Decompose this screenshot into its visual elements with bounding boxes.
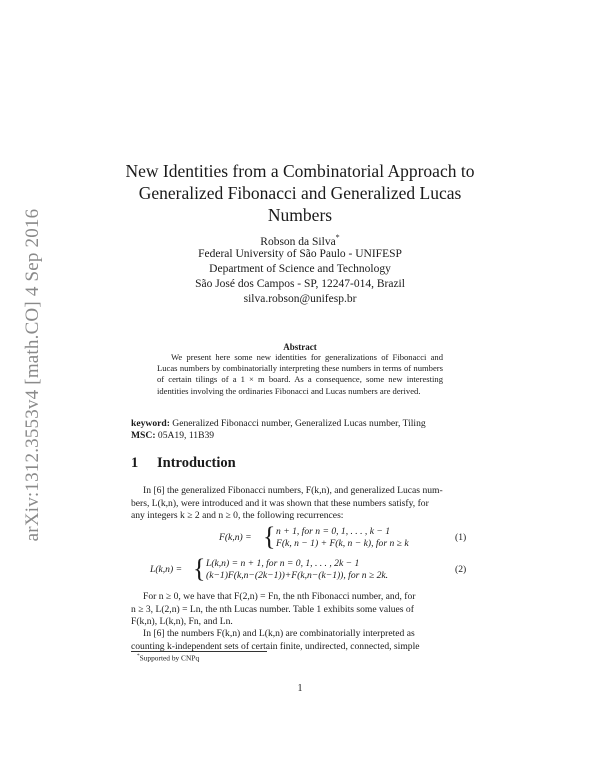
eq2-number: (2)	[455, 564, 467, 575]
equation-2	[0, 556, 600, 584]
eq2-lhs: L(k,n) =	[150, 564, 183, 575]
title-line-1: New Identities from a Combinatorial Approach to	[125, 161, 475, 181]
intro-p2-line-2: n ≥ 3, L(2,n) = Ln, the nth Lucas number. Table 1 exhibits some values of	[131, 603, 414, 615]
equation-1	[0, 524, 600, 552]
intro-paragraph-3	[131, 628, 469, 653]
eq2-brace: {	[193, 554, 206, 583]
intro-p2-line-3: F(k,n), L(k,n), Fn, and Ln.	[131, 616, 233, 628]
intro-p3-line-1: In [6] the numbers F(k,n) and L(k,n) are combinatorially interpreted as	[143, 628, 415, 639]
author-name-line	[100, 233, 500, 248]
author-name: Robson da Silva	[260, 235, 336, 248]
footnote-rule	[131, 651, 267, 652]
section-heading	[131, 455, 236, 472]
section-number: 1	[131, 455, 139, 471]
keywords-label: keyword:	[131, 418, 170, 429]
intro-p1-line-2: bers, L(k,n), were introduced and it was shown that these numbers satisfy, for	[131, 497, 429, 509]
footnote	[137, 653, 199, 662]
intro-p1-line-1: In [6] the generalized Fibonacci numbers, F(k,n), and generalized Lucas num-	[143, 485, 443, 496]
eq2-case-1: L(k,n) = n + 1, for n = 0, 1, . . . , 2k − 1	[206, 558, 360, 569]
author-affiliation-2: Department of Science and Technology	[209, 263, 391, 275]
keywords-text: Generalized Fibonacci number, Generalized Lucas number, Tiling	[169, 418, 426, 429]
intro-paragraph-1	[131, 485, 469, 523]
author-email[interactable]: silva.robson@unifesp.br	[243, 293, 357, 305]
keywords-line	[131, 418, 491, 430]
abstract-text: We present here some new identities for generalizations of Fibonacci and Lucas numbers by combinatorially interpreting these numbers in terms of numbers of certain tilings of a 1 × m board. As a consequence, some new interesting identities involving the ordinaries Fibonacci and Lucas numbers are derived.	[157, 352, 443, 396]
title-line-3: Numbers	[267, 205, 333, 225]
intro-p2-line-1: For n ≥ 0, we have that F(2,n) = Fn, the nth Fibonacci number, and, for	[143, 591, 416, 602]
footnote-text: Supported by CNPq	[139, 653, 200, 663]
page-number: 1	[297, 683, 303, 694]
intro-p1-line-3: any integers k ≥ 2 and n ≥ 0, the following recurrences:	[131, 510, 344, 522]
msc-line	[131, 430, 491, 442]
eq1-brace: {	[263, 522, 276, 551]
msc-label: MSC:	[131, 430, 156, 441]
intro-p3-line-2: counting k-independent sets of certain finite, undirected, connected, simple	[131, 640, 420, 652]
abstract-heading: Abstract	[283, 342, 317, 352]
paper-title	[100, 160, 500, 226]
author-footnote-mark: *	[335, 233, 340, 242]
eq1-case-2: F(k, n − 1) + F(k, n − k), for n ≥ k	[276, 538, 409, 549]
author-affiliation-1: Federal University of São Paulo - UNIFESP	[198, 248, 402, 260]
intro-paragraph-2	[131, 591, 469, 629]
msc-text: 05A19, 11B39	[155, 430, 215, 441]
footnote-mark: *	[137, 653, 140, 659]
author-address: São José dos Campos - SP, 12247-014, Brazil	[195, 278, 405, 290]
eq1-case-1: n + 1, for n = 0, 1, . . . , k − 1	[276, 526, 391, 537]
arxiv-identifier: arXiv:1312.3553v4 [math.CO] 4 Sep 2016	[22, 208, 43, 542]
eq1-lhs: F(k,n) =	[219, 532, 252, 543]
arxiv-sidebar-stamp	[22, 185, 44, 565]
eq2-case-2: (k−1)F(k,n−(2k−1))+F(k,n−(k−1)), for n ≥ 2k.	[206, 570, 389, 581]
eq1-number: (1)	[455, 532, 467, 543]
title-line-2: Generalized Fibonacci and Generalized Lucas	[138, 183, 462, 203]
section-title: Introduction	[157, 455, 236, 471]
